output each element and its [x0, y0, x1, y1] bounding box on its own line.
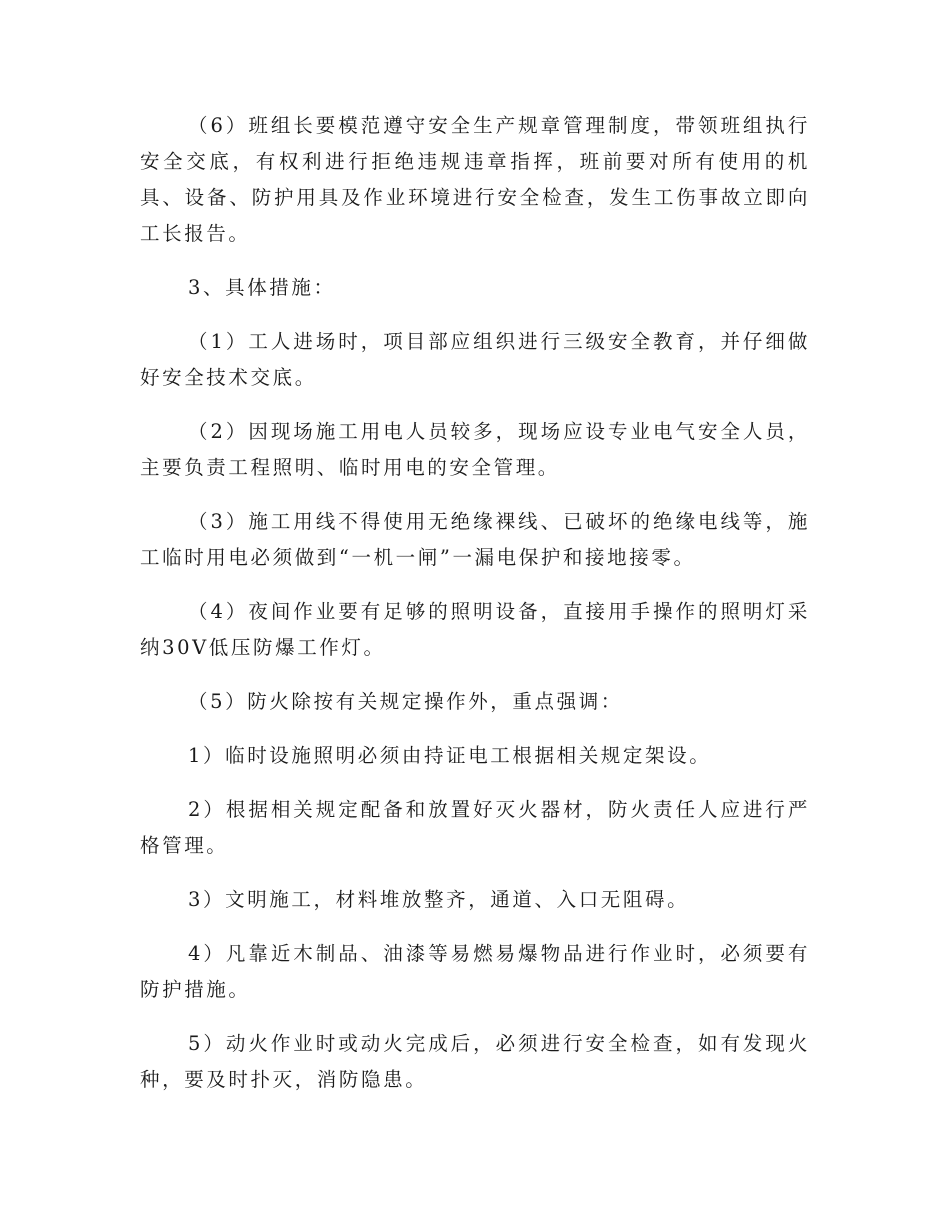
paragraph-4-night-work: （4）夜间作业要有足够的照明设备，直接用手操作的照明灯采纳30V低压防爆工作灯。 — [140, 600, 810, 659]
paragraph-1-worker-entry: （1）工人进场时，项目部应组织进行三级安全教育，并仔细做好安全技术交底。 — [140, 330, 810, 389]
paragraph-2-electric-safety: （2）因现场施工用电人员较多，现场应设专业电气安全人员，主要负责工程照明、临时用电的安全管理。 — [140, 420, 810, 479]
section-heading-specific-measures: 3、具体措施： — [188, 276, 336, 299]
sub-item-1-lighting: 1）临时设施照明必须由持证电工根据相关规定架设。 — [188, 744, 712, 767]
sub-item-2-extinguishers: 2）根据相关规定配备和放置好灭火器材，防火责任人应进行严格管理。 — [140, 798, 810, 857]
sub-item-3-civilized-construction: 3）文明施工，材料堆放整齐，通道、入口无阻碍。 — [188, 888, 690, 911]
document-body — [140, 108, 810, 1098]
sub-item-5-hot-work: 5）动火作业时或动火完成后，必须进行安全检查，如有发现火种，要及时扑灭，消防隐患。 — [140, 1032, 810, 1091]
paragraph-6-team-leader: （6）班组长要模范遵守安全生产规章管理制度，带领班组执行安全交底，有权利进行拒绝违规违章指挥，班前要对所有使用的机具、设备、防护用具及作业环境进行安全检查，发生工伤事故立即向工长报告。 — [140, 114, 810, 245]
sub-item-4-flammables: 4）凡靠近木制品、油漆等易燃易爆物品进行作业时，必须要有防护措施。 — [140, 942, 810, 1001]
paragraph-5-fire-prevention: （5）防火除按有关规定操作外，重点强调： — [188, 690, 623, 713]
paragraph-3-wiring: （3）施工用线不得使用无绝缘裸线、已破坏的绝缘电线等，施工临时用电必须做到“一机一闸”一漏电保护和接地接零。 — [140, 510, 810, 569]
